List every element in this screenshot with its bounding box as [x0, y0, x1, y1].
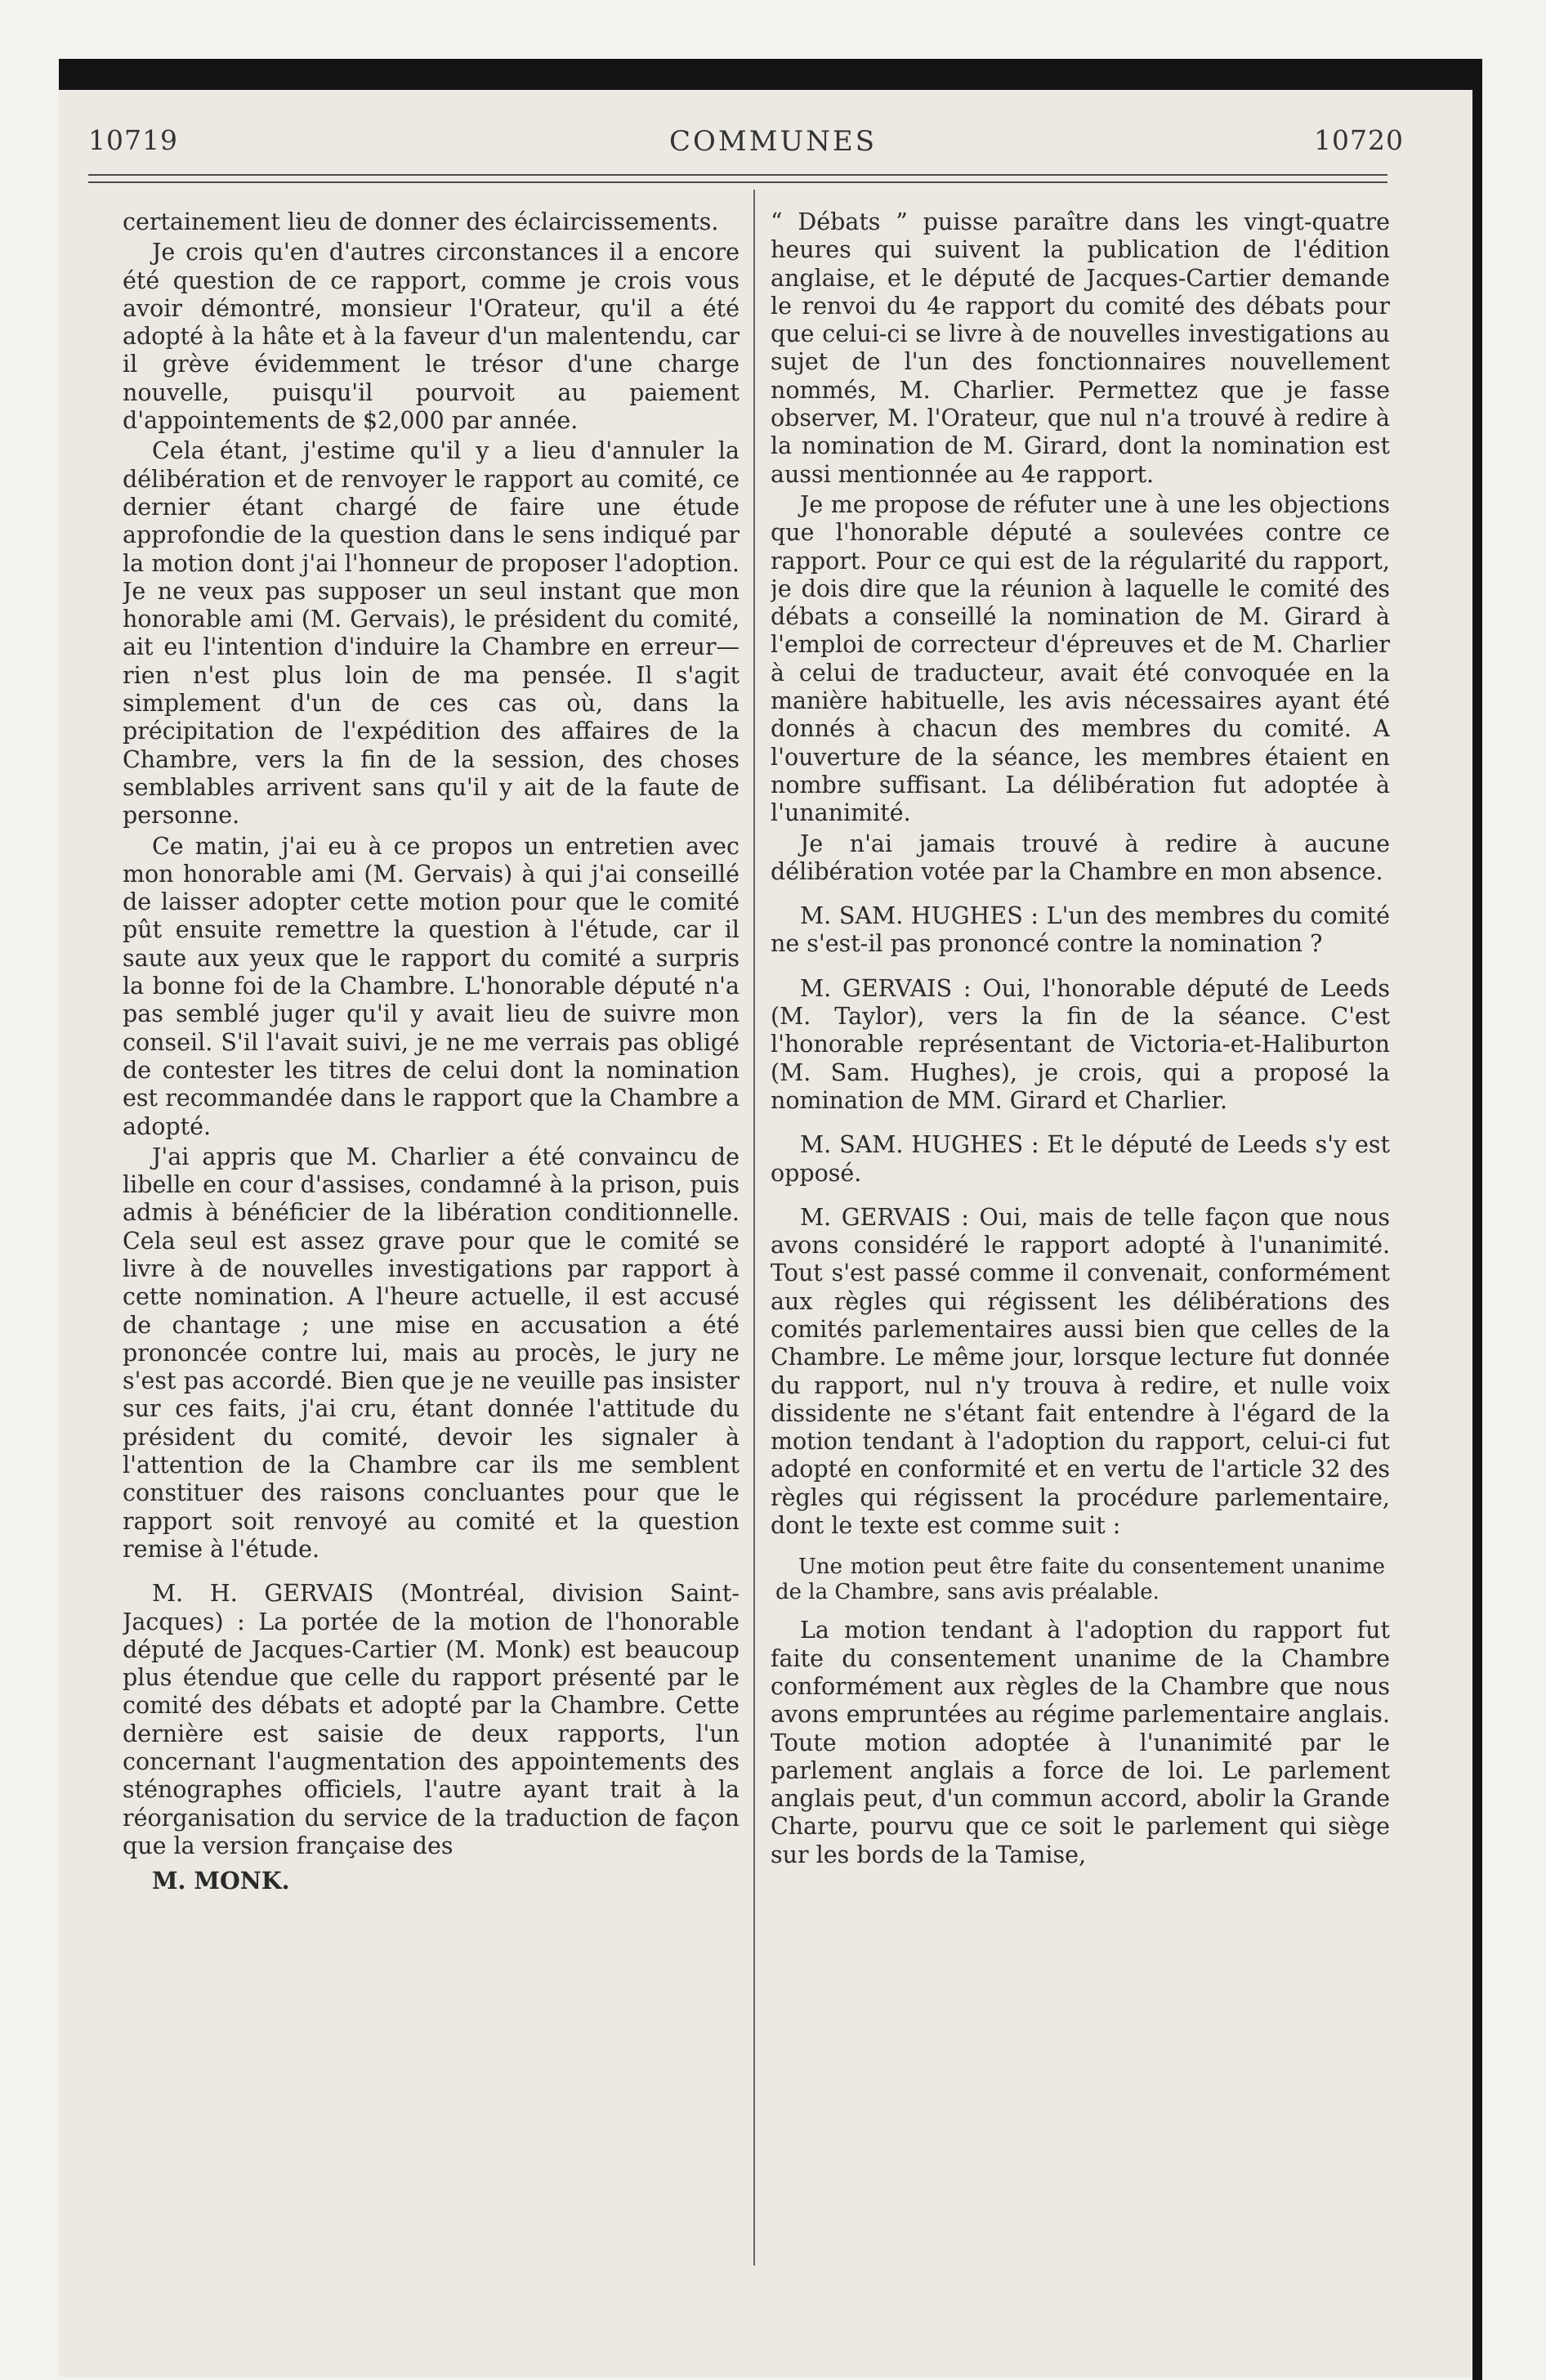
speaker-paragraph: M. SAM. HUGHES : L'un des membres du comité ne s'est-il pas prononcé contre la nomination ? [771, 902, 1390, 958]
paragraph: certainement lieu de donner des éclaircissements. [123, 208, 719, 235]
header-rule-bottom [88, 181, 1387, 183]
column-separator [753, 190, 755, 2266]
paragraph: Ce matin, j'ai eu à ce propos un entretien avec mon honorable ami (M. Gervais) à qui j'ai conseillé de laisser adopter cette motion pour que le comité pût ensuite remettre la question à l'étude, car il saute aux yeux que le rapport du comité a surpris la bonne foi de la Chambre. L'honorable député n'a pas semblé juger qu'il y avait lieu de suivre mon conseil. S'il l'avait suivi, je ne me verrais pas obligé de contester les titres de celui dont la nomination est recommandée dans le rapport que la Chambre a adopté. [123, 832, 739, 1140]
left-column [123, 208, 739, 2268]
paragraph: La motion tendant à l'adoption du rapport fut faite du consentement unanime de la Chambre conformément aux règles de la Chambre que nous avons empruntées au régime parlementaire anglais. Toute motion adoptée à l'unanimité par le parlement anglais a force de loi. Le parlement anglais peut, d'un commun accord, abolir la Grande Charte, pourvu que ce soit le parlement qui siège sur les bords de la Tamise, [771, 1617, 1390, 1868]
paragraph: “ Débats ” puisse paraître dans les vingt-quatre heures qui suivent la publication de l'édition anglaise, et le député de Jacques-Cartier demande le renvoi du 4e rapport du comité des débats pour que celui-ci se livre à de nouvelles investigations au sujet de l'un des fonctionnaires nouvellement nommés, M. Charlier. Permettez que je fasse observer, M. l'Orateur, que nul n'a trouvé à redire à la nomination de M. Girard, dont la nomination est aussi mentionnée au 4e rapport. [771, 208, 1390, 488]
page-number-left: 10719 [88, 124, 178, 156]
quoted-rule: Une motion peut être faite du consentement unanime de la Chambre, sans avis préalable. [775, 1555, 1385, 1605]
speaker-name: M. MONK. [152, 1867, 290, 1895]
speaker-paragraph: M. GERVAIS : Oui, mais de telle façon que nous avons considéré le rapport adopté à l'unanimité. Tout s'est passé comme il convenait, conformément aux règles qui régissent les délibérations des comités parlementaires aussi bien que celles de la Chambre. Le même jour, lorsque lecture fut donnée du rapport, nul n'y trouva à redire, et nulle voix dissidente ne s'étant fait entendre à l'égard de la motion tendant à l'adoption du rapport, celui-ci fut adopté en conformité et en vertu de l'article 32 des règles qui régissent la procédure parlementaire, dont le texte est comme suit : [771, 1203, 1390, 1540]
page-title: COMMUNES [668, 125, 878, 158]
paragraph: Je me propose de réfuter une à une les objections que l'honorable député a soulevées contre ce rapport. Pour ce qui est de la régularité du rapport, je dois dire que la réunion à laquelle le comité des débats a conseillé la nomination de M. Girard à l'emploi de correcteur d'épreuves et de M. Charlier à celui de traducteur, avait été convoquée en la manière habituelle, les avis nécessaires ayant été donnés à chacun des membres du comité. A l'ouverture de la séance, les membres étaient en nombre suffisant. La délibération fut adoptée à l'unanimité. [771, 490, 1390, 827]
right-column [771, 208, 1390, 2268]
speaker-paragraph: M. SAM. HUGHES : Et le député de Leeds s'y est opposé. [771, 1131, 1390, 1187]
scan-right-border [1472, 59, 1482, 2380]
speaker-paragraph: M. H. GERVAIS (Montréal, division Saint-Jacques) : La portée de la motion de l'honorable député de Jacques-Cartier (M. Monk) est beaucoup plus étendue que celle du rapport présenté par le comité des débats et adopté par la Chambre. Cette dernière est saisie de deux rapports, l'un concernant l'augmentation des appointements des sténographes officiels, l'autre ayant trait à la réorganisation du service de la traduction de façon que la version française des [123, 1580, 739, 1859]
header-rule-top [88, 174, 1387, 176]
paragraph: Je crois qu'en d'autres circonstances il a encore été question de ce rapport, comme je crois vous avoir démontré, monsieur l'Orateur, qu'il a été adopté à la hâte et à la faveur d'un malentendu, car il grève évidemment le trésor d'une charge nouvelle, puisqu'il pourvoit au paiement d'appointements de $2,000 par année. [123, 239, 739, 435]
speaker-paragraph: M. GERVAIS : Oui, l'honorable député de Leeds (M. Taylor), vers la fin de la séance. C'est l'honorable représentant de Victoria-et-Haliburton (M. Sam. Hughes), je crois, qui a proposé la nomination de MM. Girard et Charlier. [771, 974, 1390, 1114]
paragraph: Je n'ai jamais trouvé à redire à aucune délibération votée par la Chambre en mon absence. [771, 830, 1390, 885]
page-number-right: 10720 [1314, 124, 1404, 156]
scan-top-border [59, 59, 1482, 90]
paragraph: J'ai appris que M. Charlier a été convaincu de libelle en cour d'assises, condamné à la prison, puis admis à bénéficier de la libération conditionnelle. Cela seul est assez grave pour que le comité se livre à de nouvelles investigations par rapport à cette nomination. A l'heure actuelle, il est accusé de chantage ; une mise en accusation a été prononcée contre lui, mais au procès, le jury ne s'est pas accordé. Bien que je ne veuille pas insister sur ces faits, j'ai cru, étant donnée l'attitude du président du comité, devoir les signaler à l'attention de la Chambre car ils me semblent constituer des raisons concluantes pour que le rapport soit renvoyé au comité et la question remise à l'étude. [123, 1143, 739, 1563]
paragraph: Cela étant, j'estime qu'il y a lieu d'annuler la délibération et de renvoyer le rapport au comité, ce dernier étant chargé de faire une étude approfondie de la question dans le sens indiqué par la motion dont j'ai l'honneur de proposer l'adoption. Je ne veux pas supposer un seul instant que mon honorable ami (M. Gervais), le président du comité, ait eu l'intention d'induire la Chambre en erreur—rien n'est plus loin de ma pensée. Il s'agit simplement d'un de ces cas où, dans la précipitation de l'expédition des affaires de la Chambre, vers la fin de la session, des choses semblables arrivent sans qu'il y ait de la faute de personne. [123, 437, 739, 830]
